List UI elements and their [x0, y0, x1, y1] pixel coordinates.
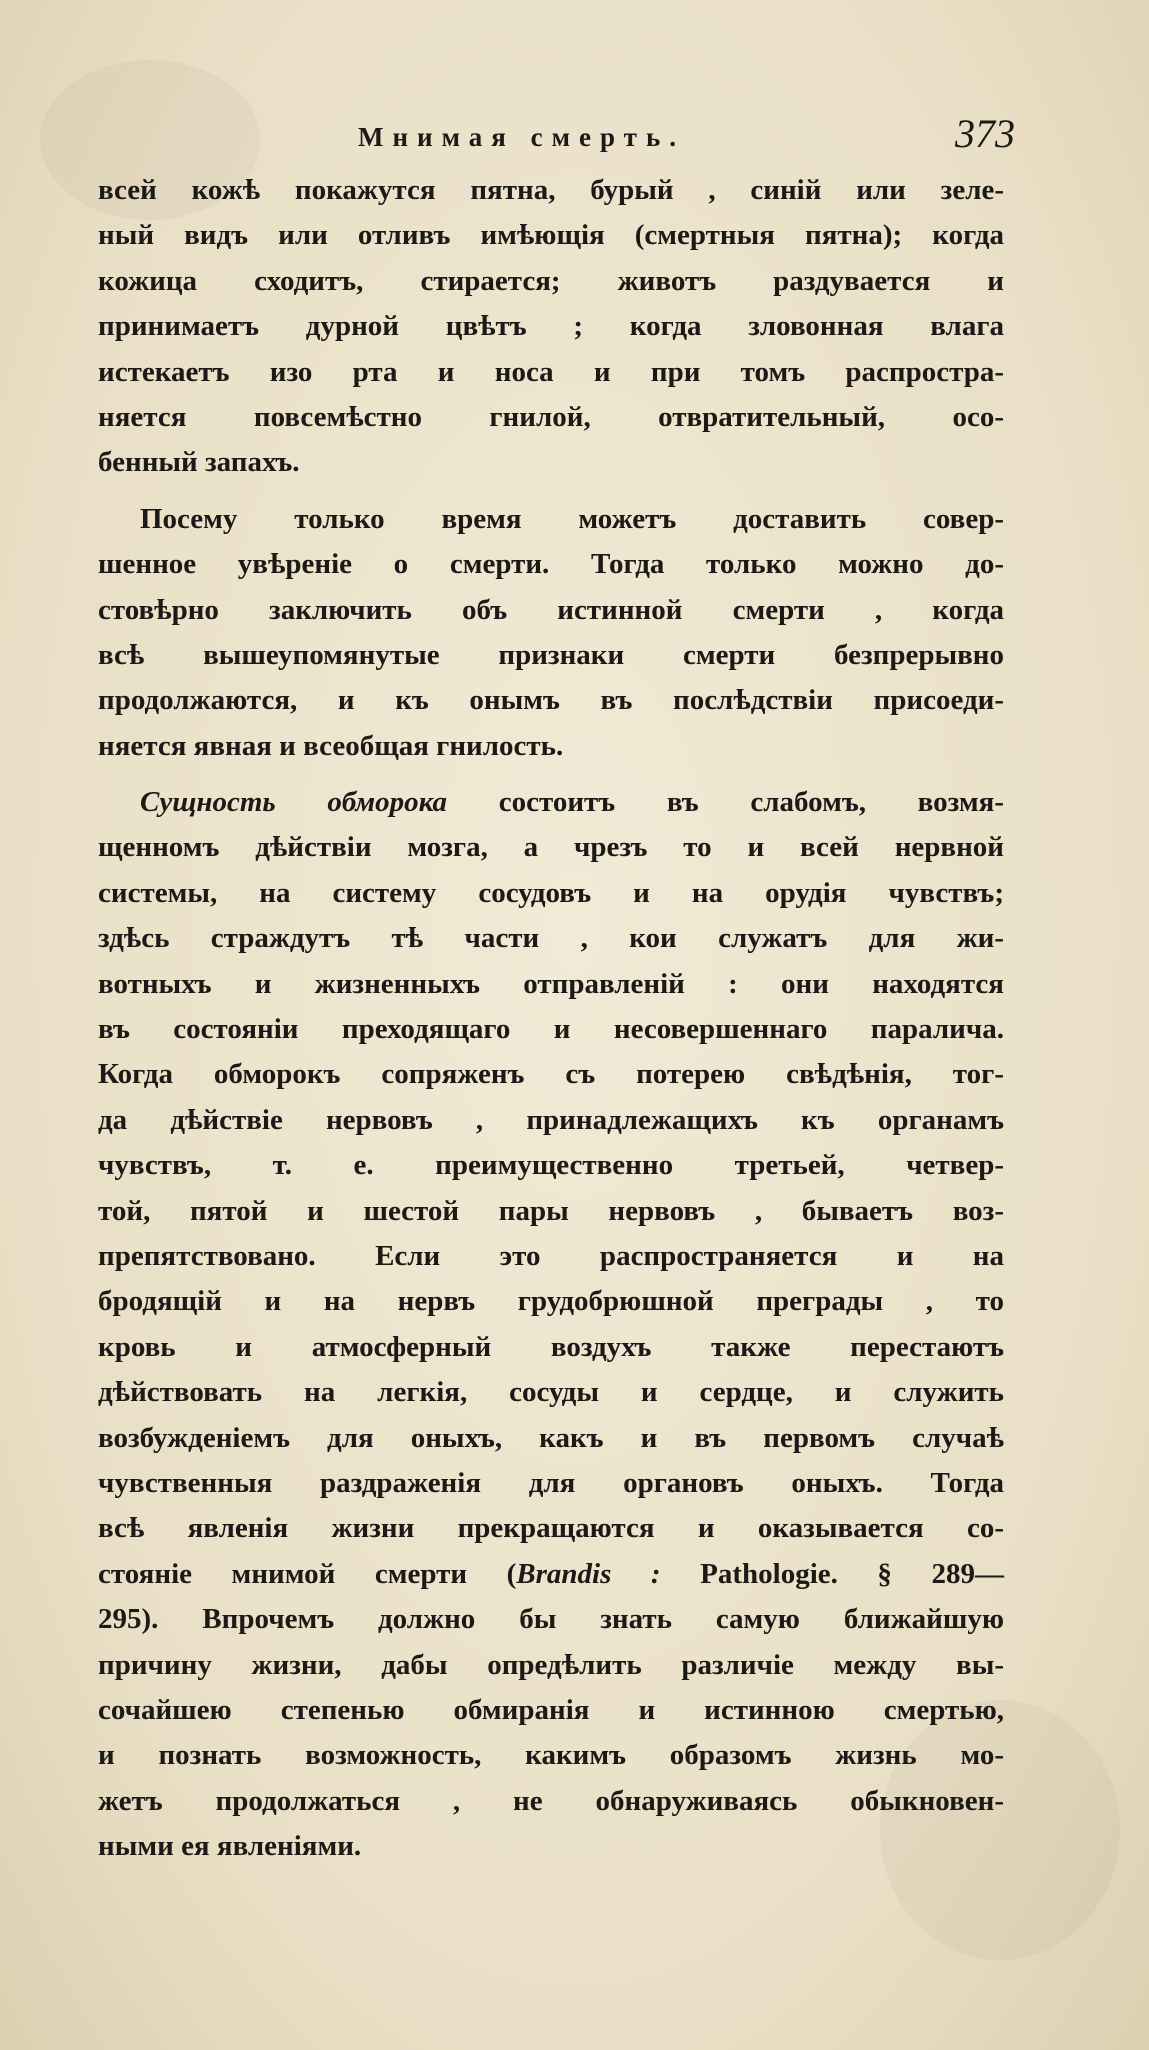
text-line: няется явная и всеобщая гнилость.	[98, 729, 564, 762]
running-head	[0, 111, 1149, 172]
text-line: Посему только время можетъ доставить совер-	[140, 502, 1004, 535]
text-line: кровь и атмосферный воздухъ также перестаютъ	[98, 1330, 1004, 1363]
text-line: няется повсемѣстно гнилой, отвратительный, осо-	[98, 400, 1004, 433]
paragraph	[98, 168, 1004, 486]
text-line: бенный запахъ.	[98, 446, 300, 479]
running-title: Мнимая смерть.	[358, 122, 685, 152]
text-line: принимаетъ дурной цвѣтъ ; когда зловонная влага	[98, 310, 1004, 343]
body-text	[98, 168, 1004, 1869]
text-line: всѣ вышеупомянутые признаки смерти безпрерывно	[98, 638, 1004, 671]
text-line: шенное увѣреніе о смерти. Тогда только можно до-	[98, 548, 1004, 581]
text-line: Когда обморокъ сопряженъ съ потерею свѣдѣнія, тог-	[98, 1058, 1004, 1091]
text-line: той, пятой и шестой пары нервовъ , бываетъ воз-	[98, 1194, 1004, 1227]
text-line: сочайшею степенью обмиранія и истинною смертью,	[98, 1693, 1004, 1726]
text-line: и познать возможность, какимъ образомъ жизнь мо-	[98, 1739, 1004, 1772]
text-line: чувствъ, т. е. преимущественно третьей, четвер-	[98, 1149, 1004, 1182]
italic-term: Сущность обморока	[140, 786, 448, 819]
text-line: причину жизни, дабы опредѣлить различіе между вы-	[98, 1648, 1004, 1681]
text-line: 295). Впрочемъ должно бы знать самую ближайшую	[98, 1603, 1004, 1636]
page-number: 373	[955, 111, 1015, 156]
text-line: бродящій и на нервъ грудобрюшной преграды , то	[98, 1285, 1004, 1318]
text-line: стояніе мнимой смерти (Brandis : Pathologie. § 289—	[98, 1557, 1004, 1590]
text-line: вотныхъ и жизненныхъ отправленій : они находятся	[98, 967, 1004, 1000]
text-line: всѣ явленія жизни прекращаются и оказывается со-	[98, 1512, 1004, 1545]
text-line: въ состояніи преходящаго и несовершеннаго паралича.	[98, 1013, 1004, 1046]
paragraph-gap	[98, 486, 1004, 497]
text-line: возбужденіемъ для оныхъ, какъ и въ первомъ случаѣ	[98, 1421, 1004, 1454]
text-line: истекаетъ изо рта и носа и при томъ распростра-	[98, 355, 1004, 388]
text-line: продолжаются, и къ онымъ въ послѣдствіи присоеди-	[98, 684, 1004, 717]
text-line: кожица сходитъ, стирается; животъ раздувается и	[98, 264, 1004, 297]
text-line: дѣйствовать на легкія, сосуды и сердце, и служить	[98, 1376, 1004, 1409]
text-line: Сущность обморока состоитъ въ слабомъ, возмя-	[140, 786, 1004, 819]
text-line: здѣсь страждутъ тѣ части , кои служатъ для жи-	[98, 922, 1004, 955]
text-line: да дѣйствіе нервовъ , принадлежащихъ къ органамъ	[98, 1103, 1004, 1136]
text-line: чувственныя раздраженія для органовъ оныхъ. Тогда	[98, 1466, 1004, 1499]
text-line: препятствовано. Если это распространяется и на	[98, 1239, 1004, 1272]
paragraph	[98, 780, 1004, 1869]
italic-term: Brandis :	[516, 1557, 661, 1590]
text-line: ными ея явленіями.	[98, 1830, 362, 1863]
paragraph	[98, 497, 1004, 769]
paragraph-gap	[98, 769, 1004, 780]
text-line: всей кожѣ покажутся пятна, бурый , синій или зеле-	[98, 174, 1004, 206]
text-line: щенномъ дѣйствіи мозга, а чрезъ то и всей нервной	[98, 831, 1004, 864]
text-line: жетъ продолжаться , не обнаруживаясь обыкновен-	[98, 1784, 1004, 1817]
text-line: стовѣрно заключить объ истинной смерти , когда	[98, 593, 1004, 626]
text-line: системы, на систему сосудовъ и на орудія чувствъ;	[98, 876, 1004, 909]
text-line: ный видъ или отливъ имѣющія (смертныя пятна); когда	[98, 219, 1004, 252]
